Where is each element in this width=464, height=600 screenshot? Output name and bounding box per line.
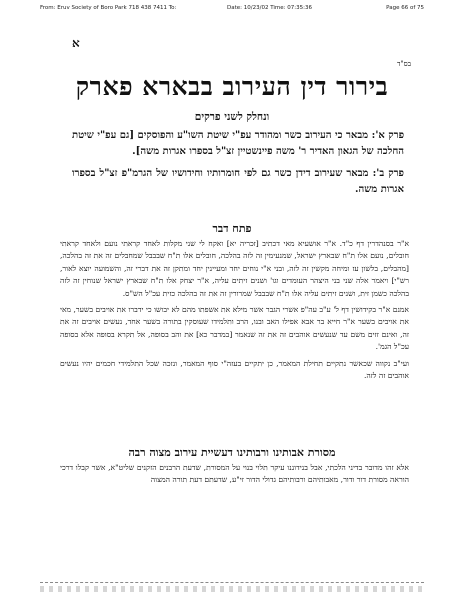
- chapter-a-label: פרק א':: [371, 130, 405, 141]
- section-title-tradition: מסורת אבותינו ורבותינו דעשיית עירוב מצוה רבה: [128, 446, 336, 459]
- paragraph: ועי"ב נקווה שכאשר נתקיים תחילת המאמר, כן יתקיים בעזה"י סוף המאמר, ונזכה שכל התלמידי חכמים יהיו נעשים אוהבים זה לזה.: [60, 358, 409, 381]
- chapter-a-text: מבאר כי העירוב כשר ומהודר עפ"י שיטת השו"ע והפוסקים [גם עפ"י שיטת החלכה של הגאון האדיר ר' משה פיינשטיין זצ"ל בספרו אגרות משה].: [72, 130, 404, 157]
- main-title: בירור דין העירוב בבארא פארק: [75, 72, 389, 101]
- chapter-a: [72, 128, 404, 160]
- subtitle: ונחלק לשני פרקים: [194, 111, 270, 123]
- tradition-body: [60, 462, 409, 491]
- bsd-mark: בס"ד: [397, 60, 411, 68]
- section-title-introduction: פתח דבר: [212, 222, 252, 235]
- introduction-body: [60, 238, 409, 386]
- fax-page-number: Page 66 of 75: [386, 5, 424, 11]
- chapter-b: [72, 166, 404, 198]
- paragraph: אמנם א"ר בקידושין דף ל' ע"ב עה"פ אשרי הגבר אשר מילא את אשפתו מהם לא יבושו כי ידברו את אויבים בשער, מאי את אויבים בשער א"ר חייא בר אבא אפילו האב ובנו, הרב ותלמידו שעוסקין בתורה בשער אחד, נעשים אויבים זה את זה, ואינם זזים משם עד שנעשים אוהבים זה את זה שנאמר [במדבר כא] את והב בסופה, אל תקרא בסופה אלא בסופה עכ"ל הגמ'.: [60, 305, 409, 352]
- paragraph: א"ר בסנהדרין דף כ"ד. א"ר אושעיא מאי דכתיב [זכריה יא] ואקח לי שני מקלות לאחד קראתי נועם ולאחד קראתי חובלים, נועם אלו ת"ח שבארץ ישראל, שמנעימין זה לזה בהלכה, חובלים אלו ת"ח שבבבל שמחבלים זה את זה בהלכה, [מהבלים, בלשון עז ומיחה מקשין זה לזה, ובני א"י נוחים יחד ומעיינין יחד ומתקן זה את דברי זה, והשמועה יוצא לאור, רש"י] ויאמר אלה שני בני היצהר העומדים וגו' ושנים זיתים עליה, א"ר יצחק אלו ת"ח שבארץ ישראל שנוחין זה לזה בהלכה כשמן זית, ושנים זיתים עליה אלו ת"ח שבבבל שמרורין זה את זה בהלכה כזית עכ"ל הש"ס.: [60, 239, 409, 298]
- page-bottom-edge: [40, 582, 424, 583]
- page-letter: א: [72, 36, 80, 50]
- chapter-b-label: פרק ב':: [372, 168, 405, 179]
- paragraph: אלא זהו מדובר בדיני הלכתי, אבל בנידוננו עיקר תלוי בנוי על המסורת, שדעת הרבנים הזקנים שליט"א, אשר קבלו דרכי הוראה מסורת דור ודור, מאבותיהם ורבותיהם גדולי הדור זי"ע, שדעתם דעת תורה המצוה: [60, 463, 409, 485]
- scan-edge-marks: [40, 586, 424, 592]
- fax-date: Date: 10/23/02 Time: 07:35:36: [227, 5, 312, 11]
- fax-from: From: Eruv Society of Boro Park 718 438 7411 To:: [40, 5, 177, 11]
- chapter-summary: [72, 128, 404, 204]
- chapter-b-text: מבאר שעירוב דידן כשר גם לפי חומרותיו וחידושיו של הגרמ"פ זצ"ל בספרו אגרות משה.: [72, 168, 404, 195]
